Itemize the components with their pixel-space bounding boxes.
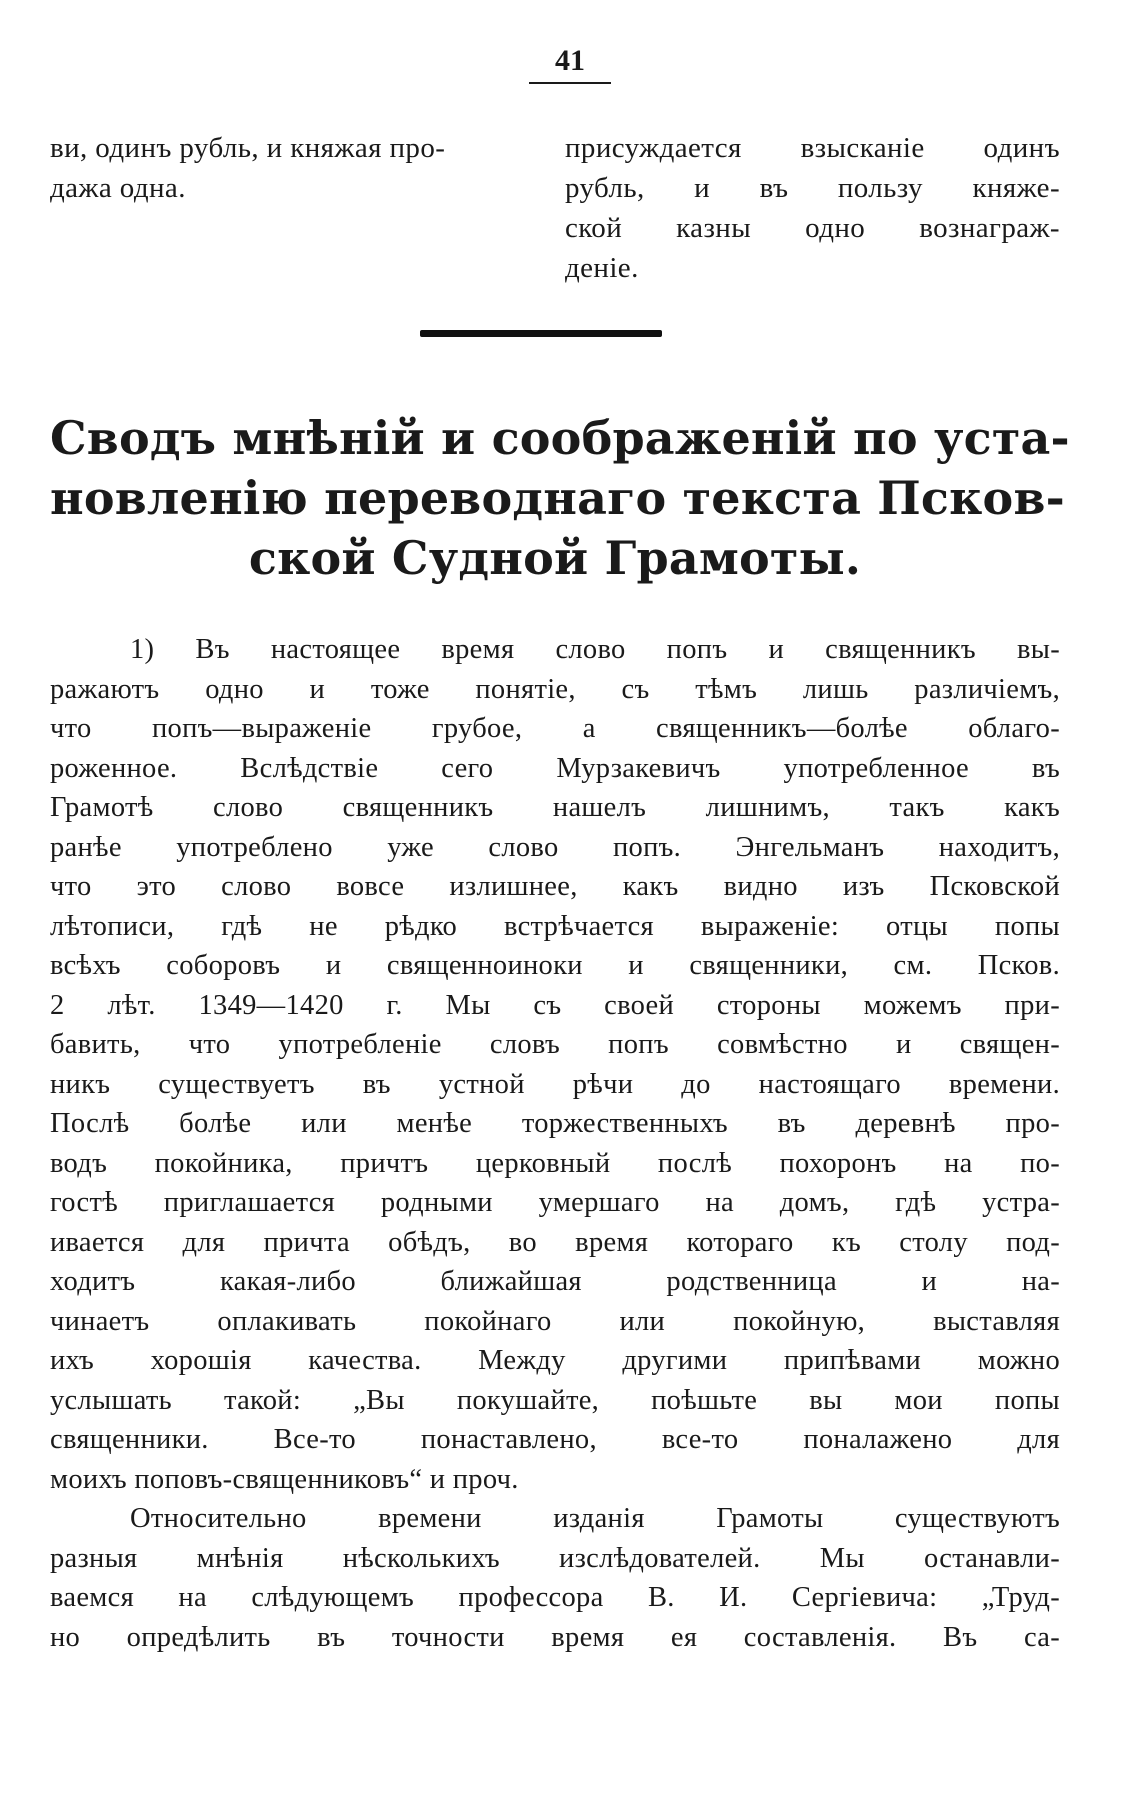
page-number (0, 44, 1140, 84)
body-line: услышать такой: „Вы покушайте, поѣшьте вы мои попы (50, 1384, 1060, 1416)
top-two-columns (50, 128, 1060, 313)
body-line: разныя мнѣнія нѣсколькихъ изслѣдователей. Мы останавли- (50, 1542, 1060, 1574)
body-line: что попъ—выраженіе грубое, а священникъ—болѣе облаго- (50, 713, 1060, 744)
body-line: что это слово вовсе излишнее, какъ видно изъ Псковской (50, 871, 1060, 902)
body-line: гостѣ приглашается родными умершаго на домъ, гдѣ устра- (50, 1187, 1060, 1218)
heading-line: ской Судной Грамоты. (248, 531, 862, 585)
body-line: ваемся на слѣдующемъ профессора В. И. Сергіевича: „Труд- (50, 1582, 1060, 1613)
body-line: водъ покойника, причтъ церковный послѣ похоронъ на по- (50, 1147, 1060, 1179)
right-column-line: деніе. (565, 252, 639, 284)
page-number-text: 41 (529, 44, 611, 84)
body-line: никъ существуетъ въ устной рѣчи до настоящаго времени. (50, 1068, 1060, 1100)
right-column (565, 128, 1060, 288)
body-line: роженное. Вслѣдствіе сего Мурзакевичъ употребленное въ (50, 752, 1060, 784)
right-column-line: присуждается взысканіе одинъ (565, 132, 1060, 164)
body-line: но опредѣлить въ точности время ея составленія. Въ са- (50, 1621, 1060, 1653)
body-line: Послѣ болѣе или менѣе торжественныхъ въ деревнѣ про- (50, 1108, 1060, 1139)
body-line: ихъ хорошія качества. Между другими припѣвами можно (50, 1345, 1060, 1376)
body-line: моихъ поповъ-священниковъ“ и проч. (50, 1463, 519, 1495)
left-column (50, 128, 535, 208)
heading-line: Сводъ мнѣній и соображеній по уста- (50, 411, 1070, 465)
body-line: чинаетъ оплакивать покойнаго или покойную, выставляя (50, 1305, 1060, 1337)
right-column-line: ской казны одно вознаграж- (565, 212, 1060, 244)
right-column-line: рубль, и въ пользу княже- (565, 172, 1060, 204)
body-line: бавить, что употребленіе словъ попъ совмѣстно и священ- (50, 1029, 1060, 1060)
body-line: ражаютъ одно и тоже понятіе, съ тѣмъ лишь различіемъ, (50, 673, 1060, 705)
left-column-line: ви, одинъ рубль, и княжая про- (50, 132, 446, 164)
body-line: Грамотѣ слово священникъ нашелъ лишнимъ, такъ какъ (50, 792, 1060, 823)
section-heading (50, 408, 1070, 588)
body-text (50, 630, 1060, 1657)
body-line: лѣтописи, гдѣ не рѣдко встрѣчается выраженіе: отцы попы (50, 910, 1060, 942)
body-line: 2 лѣт. 1349—1420 г. Мы съ своей стороны можемъ при- (50, 989, 1060, 1021)
heading-line: новленію переводнаго текста Псков- (50, 471, 1065, 525)
body-line: ходитъ какая-либо ближайшая родственница и на- (50, 1266, 1060, 1297)
body-line: всѣхъ соборовъ и священноиноки и священники, см. Псков. (50, 950, 1060, 981)
section-divider (420, 330, 662, 337)
body-line: Относительно времени изданія Грамоты существуютъ (130, 1503, 1060, 1534)
body-line: священники. Все-то понаставлено, все-то поналажено для (50, 1424, 1060, 1455)
body-line: ранѣе употреблено уже слово попъ. Энгельманъ находитъ, (50, 831, 1060, 863)
body-line: ивается для причта обѣдъ, во время котораго къ столу под- (50, 1226, 1060, 1258)
left-column-line: дажа одна. (50, 172, 186, 204)
body-line: 1) Въ настоящее время слово попъ и священникъ вы- (130, 634, 1060, 665)
